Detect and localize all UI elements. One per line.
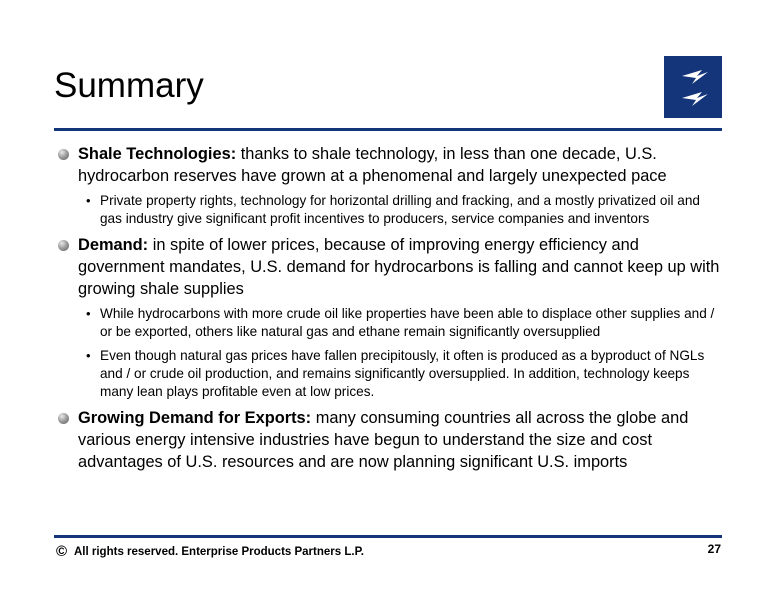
item-lead: Growing Demand for Exports: <box>78 409 312 427</box>
sub-list <box>57 192 722 228</box>
page-title: Summary <box>54 66 204 105</box>
lightning-bolt-logo-icon <box>664 56 722 118</box>
header-divider <box>54 128 722 131</box>
sub-list-item <box>57 305 722 341</box>
footer-divider <box>54 535 722 538</box>
item-text: in spite of lower prices, because of improving energy efficiency and government mandates, U.S. demand for hydrocarbons is falling and cannot keep up with growing shale supplies <box>78 236 720 298</box>
footer-copyright: All rights reserved. Enterprise Products Partners L.P. <box>74 546 364 558</box>
item-lead: Demand: <box>78 236 149 254</box>
sub-item-text: Private property rights, technology for horizontal drilling and fracking, and a mostly privatized oil and gas industry give significant profit incentives to producers, service companies and inventors <box>100 193 700 226</box>
list-item <box>57 407 722 473</box>
item-text: many consuming countries all across the globe and various energy intensive industries have begun to understand the size and cost advantages of U.S. resources and are now planning significant U.S. imports <box>78 409 689 471</box>
list-item <box>57 234 722 300</box>
small-bullet-icon: • <box>86 193 91 208</box>
page-number: 27 <box>707 542 721 556</box>
sub-list-item <box>57 192 722 228</box>
item-lead: Shale Technologies: <box>78 145 237 163</box>
round-bullet-icon <box>58 149 69 160</box>
small-bullet-icon: • <box>86 306 91 321</box>
sub-list <box>57 305 722 401</box>
copyright-symbol: © <box>56 543 68 560</box>
sub-item-text: While hydrocarbons with more crude oil like properties have been able to displace other supplies and / or be exported, others like natural gas and ethane remain significantly oversupplied <box>100 306 715 339</box>
small-bullet-icon: • <box>86 348 91 363</box>
sub-list-item <box>57 347 722 401</box>
round-bullet-icon <box>58 240 69 251</box>
item-text: thanks to shale technology, in less than one decade, U.S. hydrocarbon reserves have grown at a phenomenal and largely unexpected pace <box>78 145 667 185</box>
round-bullet-icon <box>58 413 69 424</box>
bullet-list <box>57 143 722 477</box>
sub-item-text: Even though natural gas prices have fallen precipitously, it often is produced as a byproduct of NGLs and / or crude oil production, and remains significantly oversupplied. In addition, technology keeps many lean plays profitable even at low prices. <box>100 348 705 399</box>
list-item <box>57 143 722 187</box>
